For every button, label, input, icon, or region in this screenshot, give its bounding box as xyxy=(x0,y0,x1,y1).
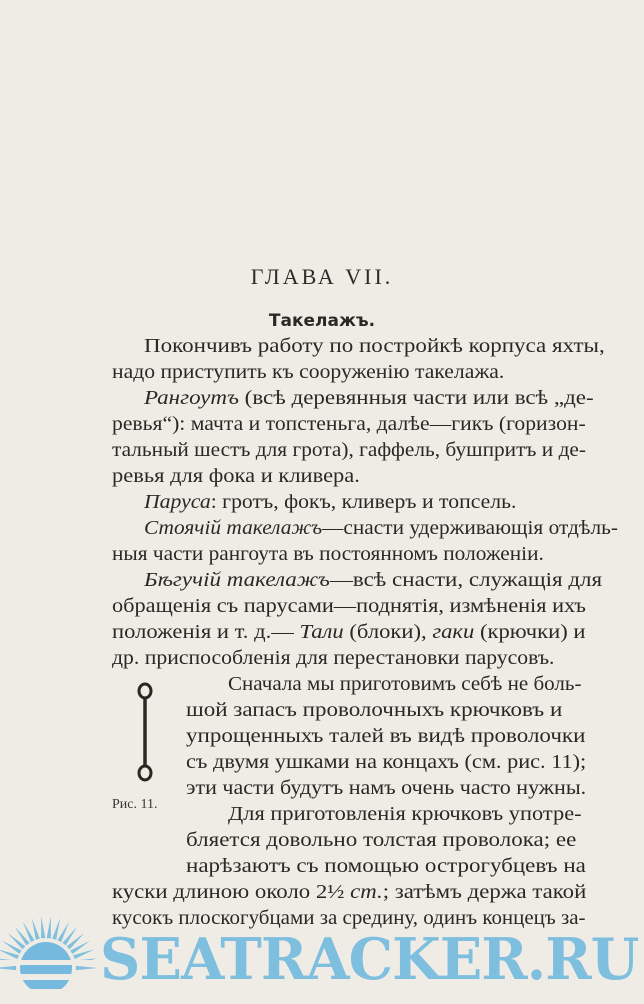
text-line xyxy=(186,725,585,749)
text-run: Покончивъ работу по постройкѣ корпуса яхты, xyxy=(144,336,605,357)
italic-term: Тали xyxy=(299,622,344,643)
text-run: тальный шестъ для грота), гаффель, бушпритъ и де- xyxy=(112,440,587,461)
watermark-text: SEATRACKER.RU xyxy=(100,926,639,993)
text-run: эти части будутъ намъ очень часто нужны. xyxy=(186,778,587,799)
text-run: ныя части рангоута въ постоянномъ положеніи. xyxy=(112,544,544,565)
text-line xyxy=(112,439,586,463)
italic-term: Рангоутъ xyxy=(144,388,239,409)
text-line xyxy=(144,491,516,515)
text-run: положенія и т. д.— xyxy=(112,622,300,643)
sun-ray xyxy=(47,916,51,938)
sun-ray xyxy=(0,966,16,970)
text-line xyxy=(228,673,582,697)
text-run: бляется довольно толстая проволока; ее xyxy=(186,830,577,851)
text-line xyxy=(112,413,586,437)
text-line xyxy=(144,517,618,541)
italic-term: гаки xyxy=(432,622,475,643)
text-run: (всѣ деревянныя части или всѣ „де- xyxy=(238,388,594,409)
italic-term: Бѣгучій такелажъ xyxy=(144,570,330,591)
text-run: —всѣ снасти, служащія для xyxy=(329,570,603,591)
text-line xyxy=(186,829,576,853)
text-run: ; затѣмъ держа такой xyxy=(382,882,587,903)
text-line xyxy=(112,465,360,489)
figure-caption: Рис. 11. xyxy=(112,797,158,812)
text-run: ревья для фока и кливера. xyxy=(112,466,360,487)
sun-ray xyxy=(76,966,98,970)
text-run: Для приготовленія крючковъ употре- xyxy=(228,804,582,825)
text-line xyxy=(186,751,586,775)
text-run: (крючки) и xyxy=(474,622,586,643)
text-run: куски длиною около 2½ xyxy=(112,882,351,903)
text-line xyxy=(186,777,586,801)
text-line xyxy=(144,569,602,593)
sun-ray xyxy=(32,918,40,940)
text-run: др. приспособленія для перестановки парусовъ. xyxy=(112,648,555,669)
hook-top-eye xyxy=(139,684,151,698)
italic-term: Паруса xyxy=(144,492,211,513)
text-line xyxy=(186,855,586,879)
text-run: —снасти удерживающія отдѣль- xyxy=(322,518,618,539)
section-title: Такелажъ. xyxy=(268,311,376,331)
text-line xyxy=(186,699,562,723)
text-run: (блоки), xyxy=(343,622,433,643)
text-run: кусокъ плоскогубцами за средину, одинъ концецъ за- xyxy=(112,908,586,929)
text-run: упрощенныхъ талей въ видѣ проволочки xyxy=(186,726,586,747)
text-line xyxy=(112,543,544,567)
sun-ray xyxy=(52,918,60,940)
text-line xyxy=(112,361,504,385)
text-run: : гротъ, фокъ, кливеръ и топсель. xyxy=(210,492,517,513)
text-line xyxy=(112,647,554,671)
text-run: нарѣзаютъ съ помощью острогубцевъ на xyxy=(186,856,586,877)
text-run: надо приступить къ сооруженію такелажа. xyxy=(112,362,505,383)
text-line xyxy=(112,595,586,619)
text-run: ревья“): мачта и топстеньга, далѣе—гикъ (горизон- xyxy=(112,414,586,435)
text-line xyxy=(228,803,582,827)
hook-bottom-eye xyxy=(139,766,151,780)
text-run: обращенія съ парусами—поднятія, измѣненія ихъ xyxy=(112,596,586,617)
sun-ray xyxy=(41,916,45,938)
text-line xyxy=(144,335,605,359)
text-line xyxy=(112,621,586,645)
text-run: Сначала мы приготовимъ себѣ не боль- xyxy=(228,674,582,695)
chapter-title: ГЛАВА VII. xyxy=(250,264,394,289)
hook-figure-illustration xyxy=(132,681,158,783)
text-run: съ двумя ушками на концахъ (см. рис. 11); xyxy=(186,752,587,773)
italic-term: ст. xyxy=(350,882,383,903)
italic-term: Стоячій такелажъ xyxy=(144,518,323,539)
text-line xyxy=(144,387,594,411)
text-run: шой запасъ проволочныхъ крючковъ и xyxy=(186,700,563,721)
